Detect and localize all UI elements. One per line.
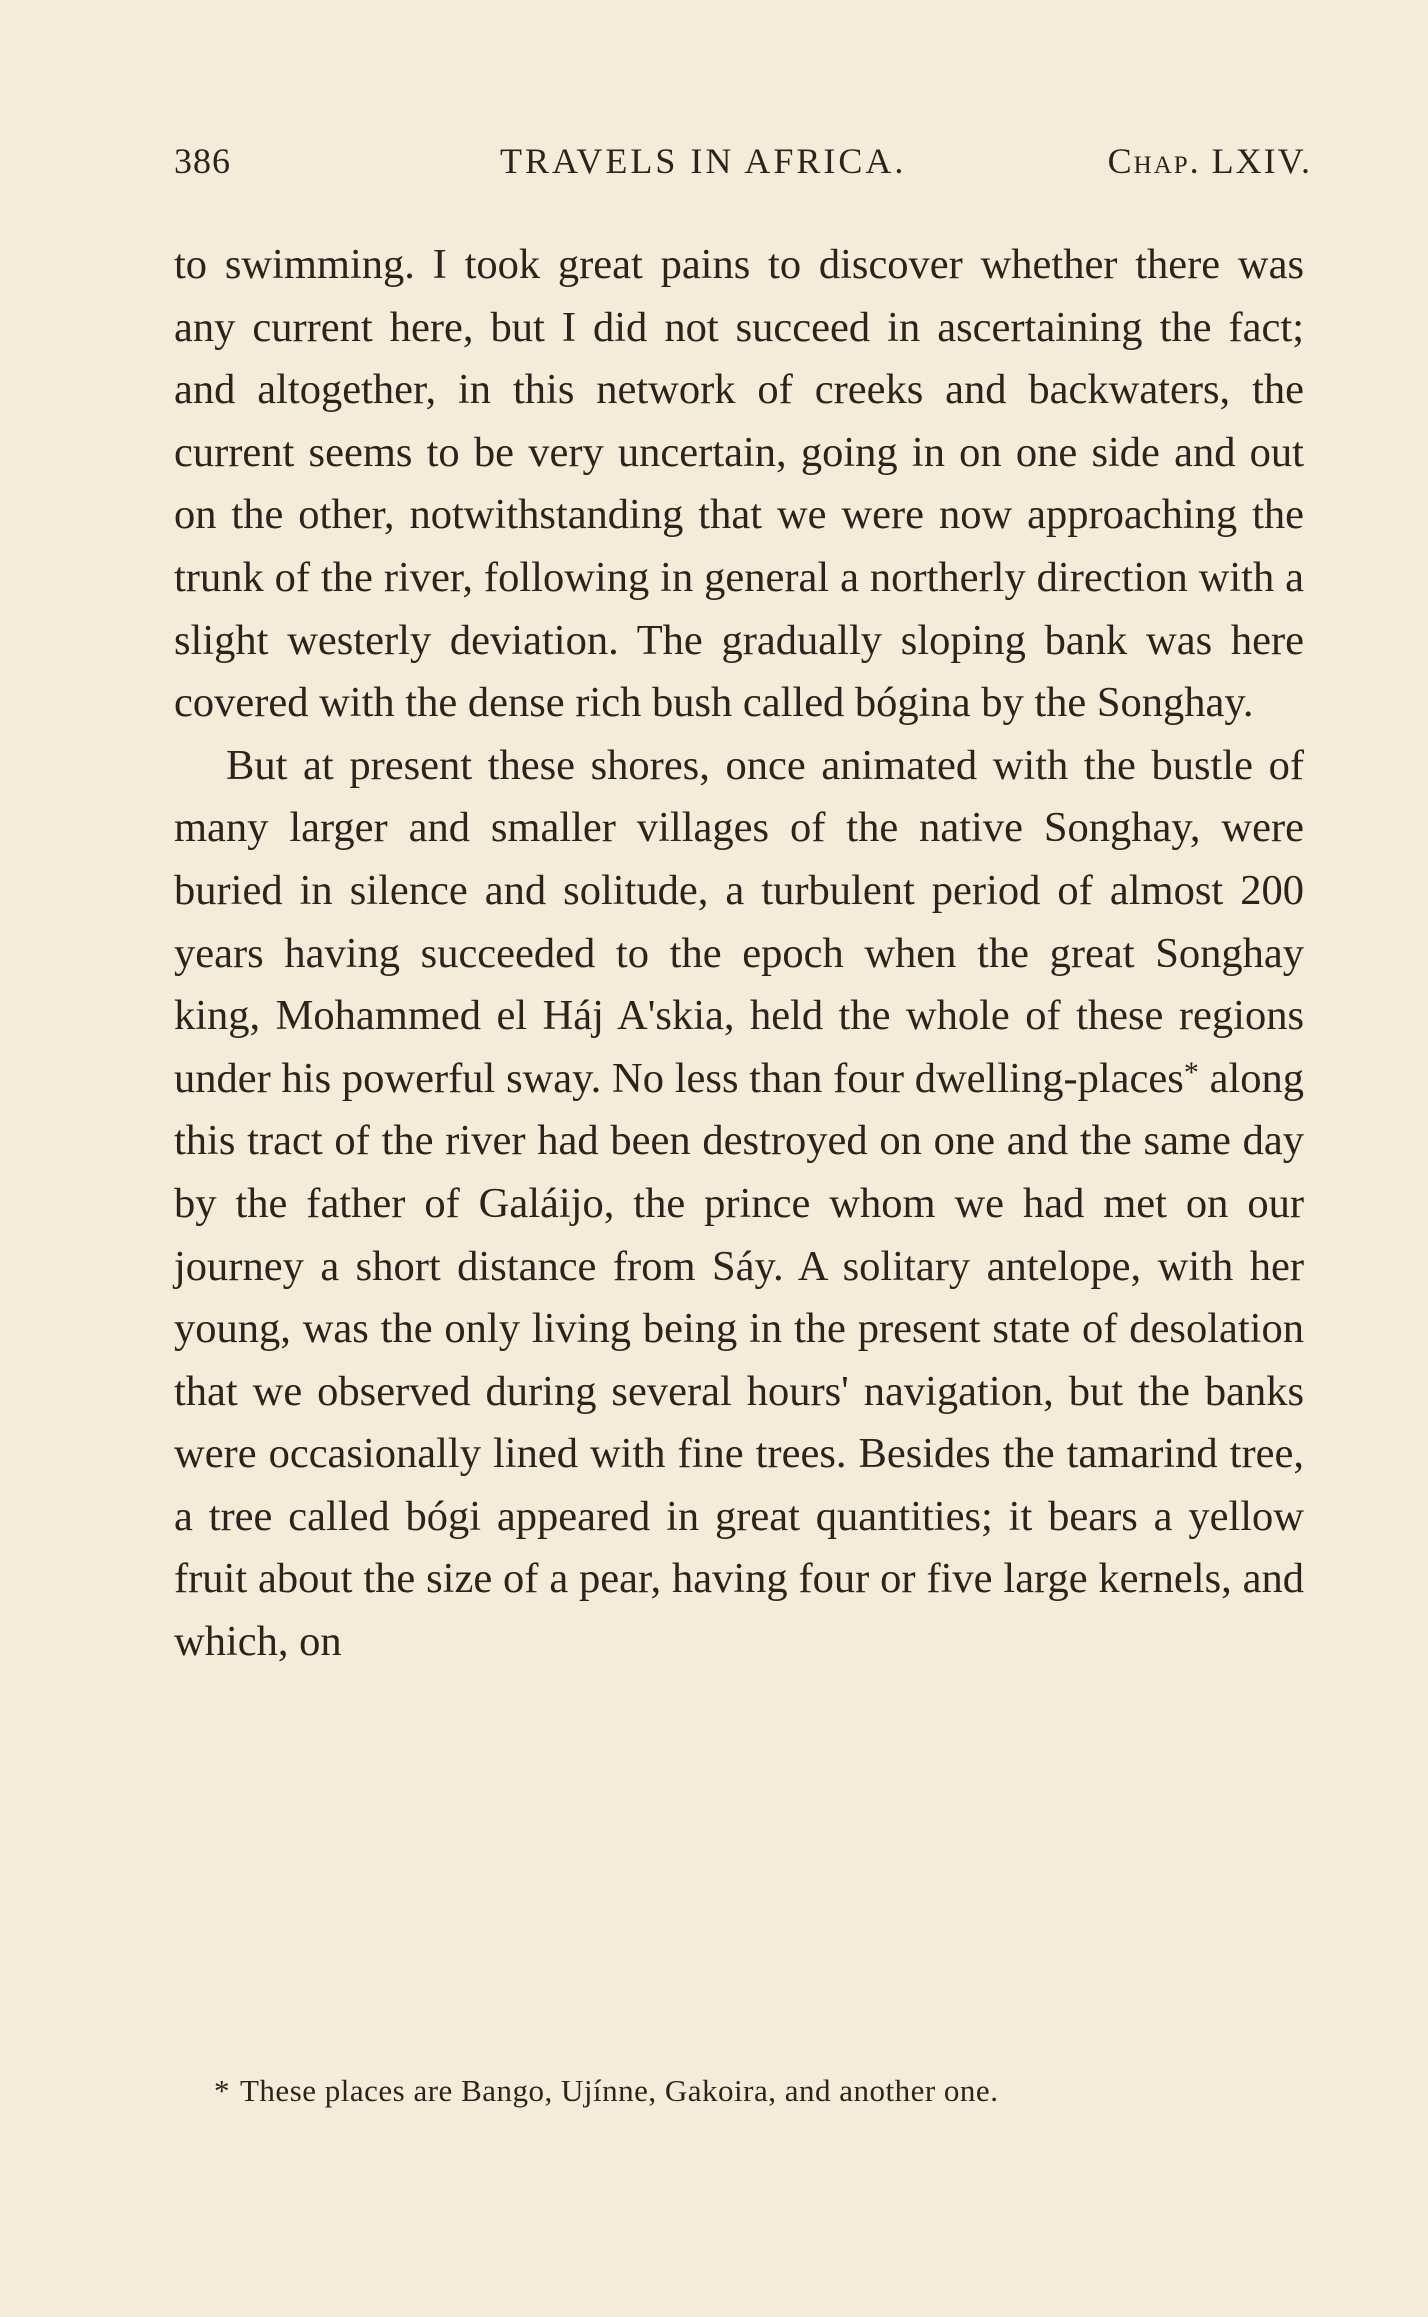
footnote-reference-mark: * [1183,1055,1199,1089]
running-head [174,140,1312,200]
paragraph-2 [174,735,1304,1674]
footnote-text: These places are Bango, Ujínne, Gakoira, and another one. [240,2073,999,2108]
body-text [174,234,1304,1674]
paragraph-1: to swimming. I took great pains to discover whether there was any current here, but I did not succeed in ascertaining the fact; and altogether, in this network of creeks and backwaters, the current seems to be very uncertain, going in on one side and out on the other, notwithstanding that we were now approaching the trunk of the river, following in general a northerly direction with a slight westerly deviation. The gradually sloping bank was here covered with the dense rich bush called bógina by the Songhay. [174,241,1304,727]
book-title: TRAVELS IN AFRICA. [500,141,907,181]
paragraph-2-text-after-note: along this tract of the river had been destroyed on one and the same day by the father of Galáijo, the prince whom we had met on our journey a short distance from Sáy. A solitary antelope, with her young, was the only living being in the present state of desolation that we observed during several hours' navigation, but the banks were occasionally lined with fine trees. Besides the tamarind tree, a tree called bógi appeared in great quantities; it bears a yellow fruit about the size of a pear, having four or five large kernels, and which, on [174,1054,1305,1666]
footnote-mark: * [214,2073,230,2108]
footnote [214,2070,1314,2112]
paragraph-2-text-before-note: But at present these shores, once animated with the bustle of many larger and smaller villages of the native Songhay, were buried in silence and solitude, a turbulent period of almost 200 years having succeeded to the epoch when the great Songhay king, Mohammed el Háj A'skia, held the whole of these regions under his powerful sway. No less than four dwelling-places [174,741,1304,1102]
page-number: 386 [174,141,231,181]
chapter-label: Chap. LXIV. [1107,141,1312,181]
